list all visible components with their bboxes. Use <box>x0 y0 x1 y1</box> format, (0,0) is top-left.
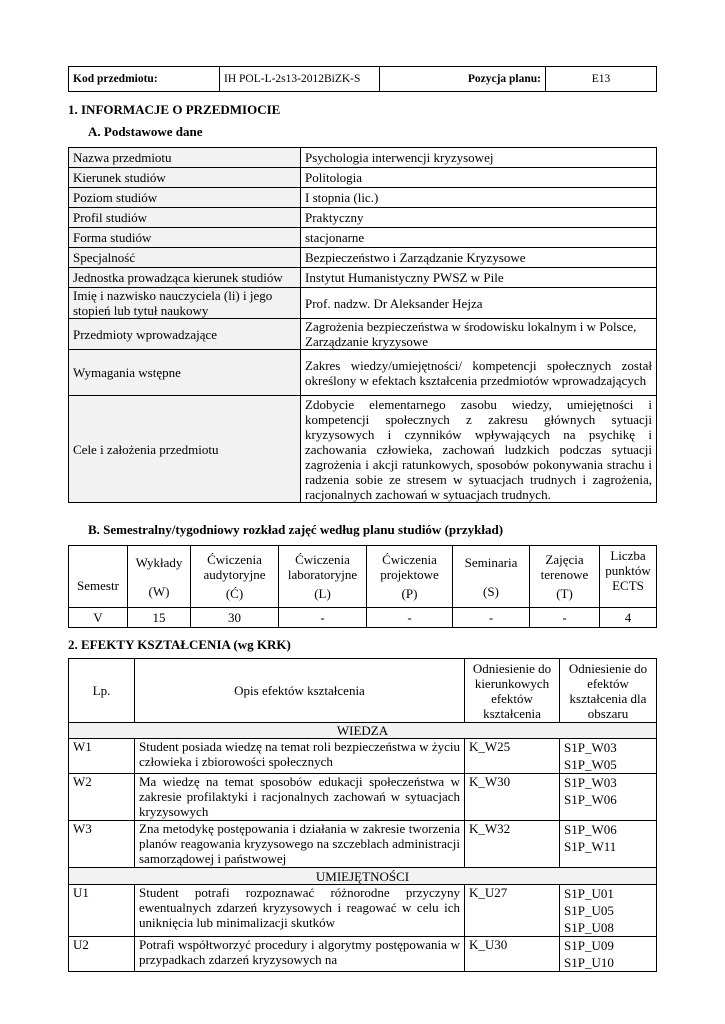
row-label: Poziom studiów <box>69 188 301 208</box>
table-row <box>69 208 657 228</box>
effect-lp: W2 <box>69 774 135 821</box>
col-abbr: (S) <box>483 583 499 599</box>
row-label: Wymagania wstępne <box>69 350 301 396</box>
table-row <box>69 148 657 168</box>
col-abbr: (W) <box>148 583 170 599</box>
row-value: stacjonarne <box>301 228 657 248</box>
row-label: Cele i założenia przedmiotu <box>69 396 301 503</box>
area-code: S1P_U10 <box>564 955 614 970</box>
ects-header: Liczba punktów ECTS <box>600 546 657 608</box>
lp-header: Lp. <box>69 659 135 723</box>
effect-lp: U1 <box>69 885 135 937</box>
hours-t: - <box>530 608 600 628</box>
schedule-header-row <box>69 546 657 608</box>
effect-desc: Ma wiedzę na temat sposobów edukacji społeczeństwa w zakresie profilaktyki i racjonalnych zachowań w sytuacjach kryzysowych <box>135 774 465 821</box>
area-code: S1P_U08 <box>564 920 614 935</box>
row-value: Zagrożenia bezpieczeństwa w środowisku lokalnym i w Polsce, Zarządzanie kryzysowe <box>301 319 657 350</box>
area-code: S1P_W03 <box>564 775 617 790</box>
row-value: Bezpieczeństwo i Zarządzanie Kryzysowe <box>301 248 657 268</box>
area-code: S1P_W06 <box>564 792 617 807</box>
section2-title: 2. EFEKTY KSZTAŁCENIA (wg KRK) <box>68 637 291 652</box>
table-row <box>69 937 657 972</box>
ects-value: 4 <box>600 608 657 628</box>
table-row <box>69 885 657 937</box>
row-value: Psychologia interwencji kryzysowej <box>301 148 657 168</box>
effect-lp: U2 <box>69 937 135 972</box>
course-code-label: Kod przedmiotu: <box>69 67 220 92</box>
row-value: Zakres wiedzy/umiejętności/ kompetencji społecznych został określony w efektach kształcenia przedmiotów wprowadzających <box>301 350 657 396</box>
schedule-col-header <box>191 546 279 608</box>
row-value: Zdobycie elementarnego zasobu wiedzy, umiejętności i kompetencji społecznych z zakresu głównych sytuacji kryzysowych i czynników wpływających na psychikę i zachowania człowieka, zachowań ludzkich podczas sytuacji zagrożenia i akcji ratunkowych, sposobów pokonywania strachu i radzenia sobie ze stresem w sytuacjach trudnych i zagrożenia, racjonalnych zachowań w sytuacjach trudnych. <box>301 396 657 503</box>
schedule-col-header <box>530 546 600 608</box>
row-label: Imię i nazwisko nauczyciela (li) i jego stopień lub tytuł naukowy <box>69 288 301 319</box>
header-table <box>68 66 657 92</box>
row-value: Politologia <box>301 168 657 188</box>
table-row <box>69 188 657 208</box>
col-abbr: (L) <box>314 586 331 601</box>
table-row <box>69 319 657 350</box>
schedule-col-header <box>279 546 367 608</box>
semester-header: Semestr <box>69 546 128 608</box>
effect-area <box>560 821 657 868</box>
subsection-a-title: A. Podstawowe dane <box>88 124 203 139</box>
table-row <box>69 228 657 248</box>
area-code: S1P_W05 <box>564 757 617 772</box>
effect-desc: Zna metodykę postępowania i działania w zakresie tworzenia planów reagowania kryzysowego na szczeblach administracji samorządowej i państwowej <box>135 821 465 868</box>
hours-c: 30 <box>191 608 279 628</box>
effect-field: K_U27 <box>465 885 560 937</box>
effect-desc: Student potrafi rozpoznawać różnorodne przyczyny ewentualnych zdarzeń kryzysowych i reagować w celu ich uniknięcia lub minimalizacji skutków <box>135 885 465 937</box>
hours-l: - <box>279 608 367 628</box>
row-label: Przedmioty wprowadzające <box>69 319 301 350</box>
col-name: Seminaria <box>464 554 518 570</box>
area-code: S1P_W11 <box>564 839 617 854</box>
effect-field: K_W25 <box>465 739 560 774</box>
row-label: Forma studiów <box>69 228 301 248</box>
table-row <box>69 268 657 288</box>
schedule-col-header <box>453 546 530 608</box>
effect-area <box>560 774 657 821</box>
area-ref-header: Odniesienie do efektów kształcenia dla obszaru <box>560 659 657 723</box>
effects-header-row <box>69 659 657 723</box>
row-value: I stopnia (lic.) <box>301 188 657 208</box>
effects-table <box>68 658 657 972</box>
effect-desc: Student posiada wiedzę na temat roli bezpieczeństwa w życiu człowieka i zbiorowości społecznych <box>135 739 465 774</box>
semester-value: V <box>69 608 128 628</box>
row-label: Jednostka prowadząca kierunek studiów <box>69 268 301 288</box>
area-code: S1P_U05 <box>564 903 614 918</box>
row-value: Praktyczny <box>301 208 657 228</box>
row-label: Nazwa przedmiotu <box>69 148 301 168</box>
effect-area <box>560 739 657 774</box>
effect-area <box>560 885 657 937</box>
effect-desc: Potrafi współtworzyć procedury i algorytmy postępowania w przypadkach zdarzeń kryzysowych na <box>135 937 465 972</box>
col-name: Zajęcia terenowe <box>540 552 589 582</box>
col-name: Wykłady <box>135 554 183 570</box>
effect-field: K_U30 <box>465 937 560 972</box>
hours-s: - <box>453 608 530 628</box>
table-row <box>69 774 657 821</box>
area-code: S1P_U09 <box>564 938 614 953</box>
effect-field: K_W30 <box>465 774 560 821</box>
group-row <box>69 868 657 885</box>
table-row <box>69 821 657 868</box>
effect-field: K_W32 <box>465 821 560 868</box>
row-label: Kierunek studiów <box>69 168 301 188</box>
description-header: Opis efektów kształcenia <box>135 659 465 723</box>
plan-position: E13 <box>546 67 657 92</box>
col-abbr: (P) <box>401 586 418 601</box>
field-ref-header: Odniesienie do kierunkowych efektów kształcenia <box>465 659 560 723</box>
row-label: Profil studiów <box>69 208 301 228</box>
course-code: IH POL-L-2s13-2012BiZK-S <box>220 67 380 92</box>
col-name: Ćwiczenia audytoryjne <box>203 552 266 582</box>
group-umiejetnosci: UMIEJĘTNOŚCI <box>69 868 657 885</box>
schedule-col-header <box>367 546 453 608</box>
table-row <box>69 248 657 268</box>
schedule-data-row <box>69 608 657 628</box>
effect-lp: W1 <box>69 739 135 774</box>
col-name: Ćwiczenia projektowe <box>380 552 439 582</box>
table-row <box>69 396 657 503</box>
basic-data-table <box>68 147 657 503</box>
row-value: Instytut Humanistyczny PWSZ w Pile <box>301 268 657 288</box>
col-abbr: (Ć) <box>225 586 244 601</box>
area-code: S1P_U01 <box>564 886 614 901</box>
row-label: Specjalność <box>69 248 301 268</box>
area-code: S1P_W03 <box>564 740 617 755</box>
col-name: Ćwiczenia laboratoryjne <box>287 552 358 582</box>
area-code: S1P_W06 <box>564 822 617 837</box>
col-abbr: (T) <box>556 586 573 601</box>
schedule-table <box>68 545 657 628</box>
effect-area <box>560 937 657 972</box>
row-value: Prof. nadzw. Dr Aleksander Hejza <box>301 288 657 319</box>
table-row <box>69 288 657 319</box>
table-row <box>69 168 657 188</box>
table-row <box>69 350 657 396</box>
plan-position-label: Pozycja planu: <box>380 67 546 92</box>
subsection-b-title: B. Semestralny/tygodniowy rozkład zajęć według planu studiów (przykład) <box>88 522 504 537</box>
hours-p: - <box>367 608 453 628</box>
schedule-col-header <box>128 546 191 608</box>
table-row <box>69 739 657 774</box>
group-row <box>69 723 657 739</box>
effect-lp: W3 <box>69 821 135 868</box>
section1-title: 1. INFORMACJE O PRZEDMIOCIE <box>68 102 281 117</box>
hours-w: 15 <box>128 608 191 628</box>
group-wiedza: WIEDZA <box>69 723 657 739</box>
